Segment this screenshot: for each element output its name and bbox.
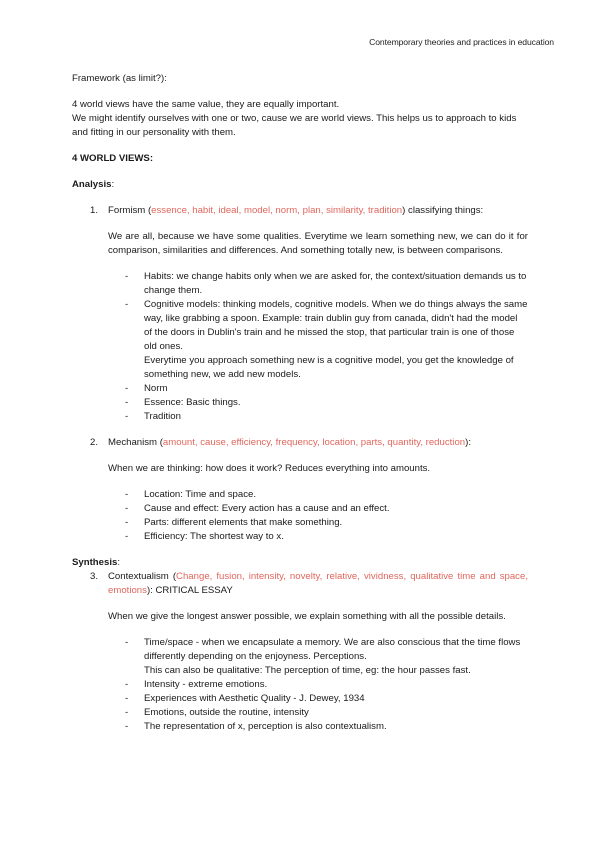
list-item: - Cause and effect: Every action has a cause and an effect. bbox=[144, 502, 528, 516]
synthesis-heading: Synthesis: bbox=[72, 557, 120, 568]
list-item: - Intensity - extreme emotions. bbox=[144, 678, 528, 692]
page-header: Contemporary theories and practices in education bbox=[369, 37, 554, 47]
contextualism-keywords: Change, fusion, intensity, novelty, relative, vividness, qualitative time and space, emotions bbox=[108, 571, 528, 596]
framework-line: Framework (as limit?): bbox=[72, 73, 167, 84]
list-item: - Experiences with Aesthetic Quality - J. Dewey, 1934 bbox=[144, 692, 528, 706]
intro-line-2: We might identify ourselves with one or two, cause we are world views. This helps us to approach to kids and fitting in our personality with them. bbox=[72, 113, 517, 138]
mechanism-description: When we are thinking: how does it work? Reduces everything into amounts. bbox=[108, 463, 431, 474]
intro-line-1: 4 world views have the same value, they are equally important. bbox=[72, 99, 340, 110]
list-item: - Essence: Basic things. bbox=[144, 396, 528, 410]
contextualism-description: When we give the longest answer possible, we explain something with all the possible details. bbox=[108, 611, 506, 622]
list-item: - Cognitive models: thinking models, cognitive models. When we do things always the same way, like grabbing a spoon. Example: train dublin guy from canada, didn't had the model of the doors in Dublin's train and he missed the stop, that particular train is one of those old ones. Everytime you approach something new is a cognitive model, you get the knowledge of something new, we add new models. bbox=[144, 298, 528, 382]
list-item: - Norm bbox=[144, 382, 528, 396]
list-item: - The representation of x, perception is also contextualism. bbox=[144, 720, 528, 734]
mechanism-list bbox=[72, 488, 528, 544]
list-item: - Tradition bbox=[144, 410, 528, 424]
formism-heading: 1. Formism (essence, habit, ideal, model, norm, plan, similarity, tradition) classifying things: bbox=[90, 205, 484, 216]
contextualism-list bbox=[72, 636, 528, 734]
document-body bbox=[72, 72, 528, 734]
list-item: - Emotions, outside the routine, intensity bbox=[144, 706, 528, 720]
list-item: - Habits: we change habits only when we are asked for, the context/situation demands us to change them. bbox=[144, 270, 528, 298]
list-item: - Efficiency: The shortest way to x. bbox=[144, 530, 528, 544]
list-item: - Time/space - when we encapsulate a memory. We are also conscious that the time flows differently depending on the enjoyness. Perceptions. This can also be qualitative: The perception of time, eg: the hour passes fast. bbox=[144, 636, 528, 678]
list-item: - Parts: different elements that make something. bbox=[144, 516, 528, 530]
mechanism-heading: 2. Mechanism (amount, cause, efficiency, frequency, location, parts, quantity, reduction): bbox=[90, 437, 471, 448]
formism-keywords: essence, habit, ideal, model, norm, plan, similarity, tradition bbox=[151, 205, 403, 216]
contextualism-heading: 3. Contextualism (Change, fusion, intensity, novelty, relative, vividness, qualitative time and space, emotions): CRITICAL ESSAY bbox=[90, 571, 528, 596]
formism-list bbox=[72, 270, 528, 424]
section-title: 4 WORLD VIEWS: bbox=[72, 153, 154, 164]
analysis-heading: Analysis: bbox=[72, 179, 115, 190]
mechanism-keywords: amount, cause, efficiency, frequency, location, parts, quantity, reduction bbox=[162, 437, 466, 448]
formism-description: We are all, because we have some qualities. Everytime we learn something new, we can do it for comparison, similarities and differences. And something totally new, is between comparisons. bbox=[108, 231, 528, 256]
list-item: - Location: Time and space. bbox=[144, 488, 528, 502]
